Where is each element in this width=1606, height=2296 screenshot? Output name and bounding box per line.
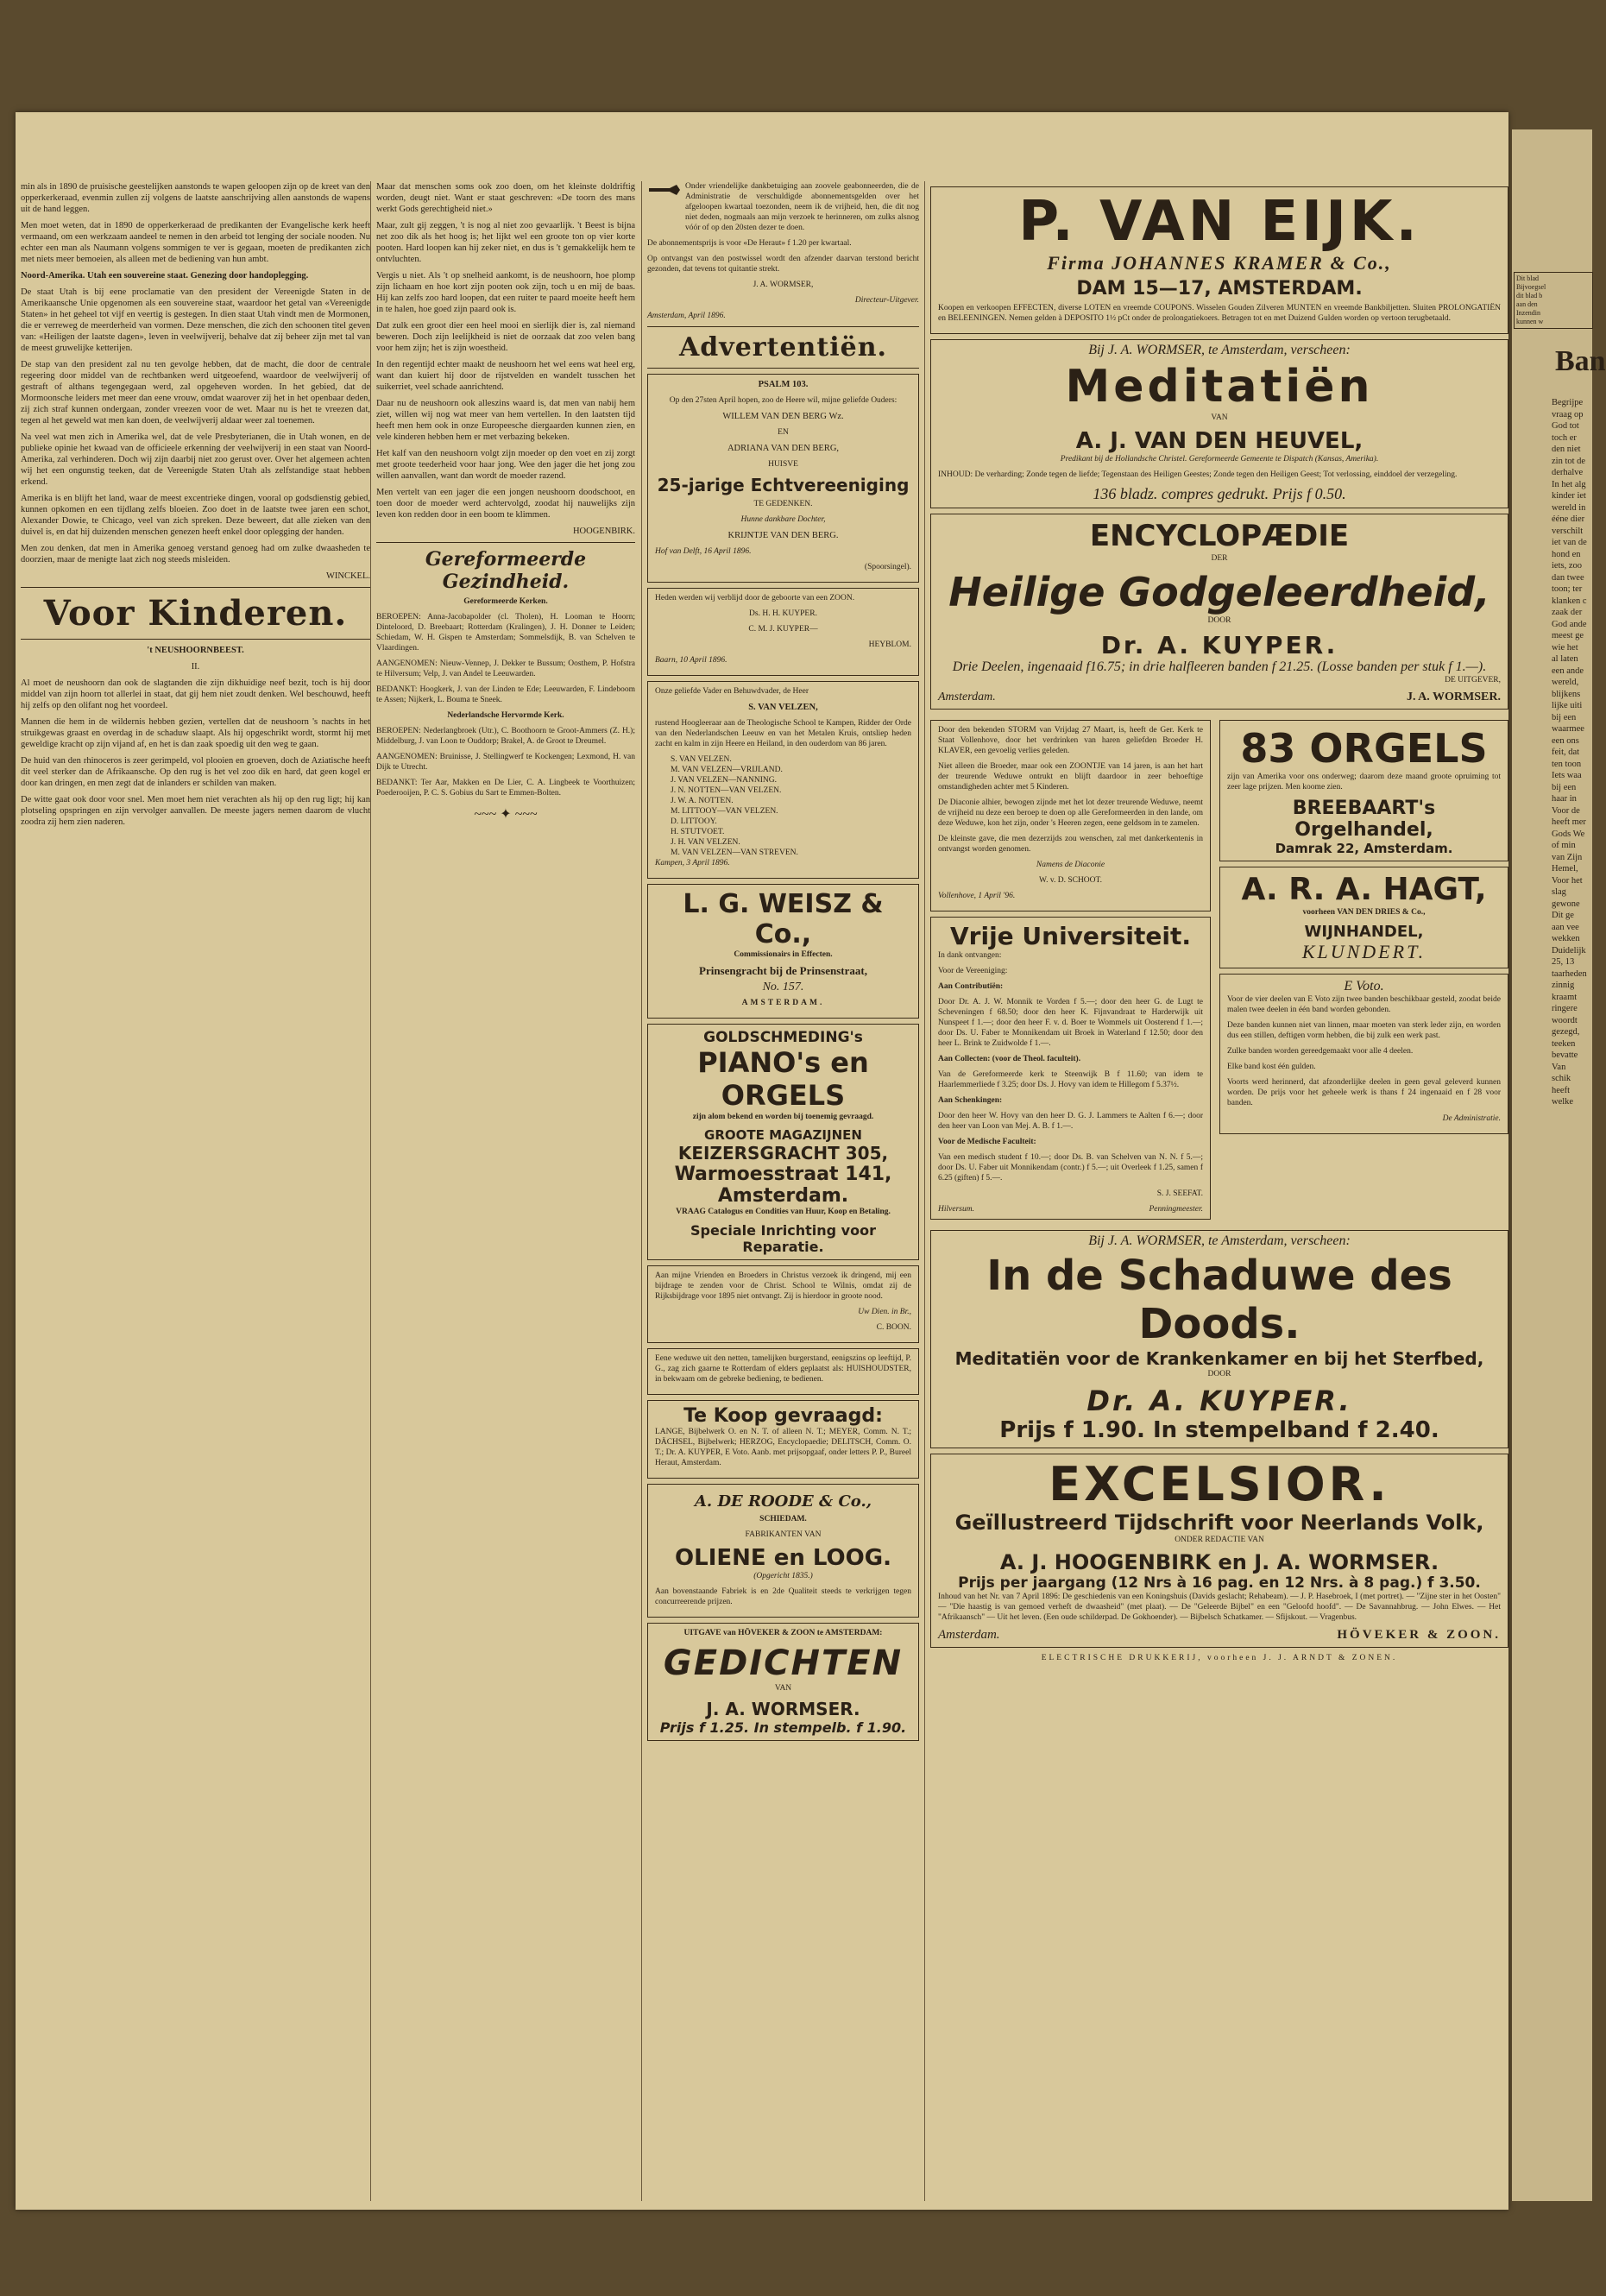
column-2 [376, 181, 635, 823]
article-paragraph: Mannen die hem in de wildernis hebben gezien, vertellen dat de neushoorn 's nachts in het struikgewas graast en overdag in de schaduw slaapt. Als hij opgeschrikt wordt, stormt hij met geweldige kracht op zijn vijand af, en het is dan zaak spoedig uit den weg te gaan. [21, 717, 370, 749]
ad-text: Van de Gereformeerde kerk te Steenwijk B f 11.60; van idem te Haarlemmerliede f 3.25; door Ds. J. Hovy van idem te Hillegom f 5.37½. [938, 1070, 1203, 1089]
edge-text-line: een ons [1552, 735, 1579, 746]
notice-role: Directeur-Uitgever. [854, 296, 919, 305]
notice-text: Onder vriendelijke dankbetuiging aan zoovele geabonneerden, die de Administratie de verschuldigde abonnementsgelden over het afgeloopen kwartaal toezonden, neem ik de vrijheid, hen, die dit nog niet deden, nogmaals aan mijn verzoek te herinneren, om zulks alsnog vóór of op den 20sten dezer te doen. [685, 182, 919, 232]
column-rule [924, 181, 925, 2201]
article-paragraph: Vergis u niet. Als 't op snelheid aankomt, is de neushoorn, hoe plomp zijn lichaam en hoe kort zijn pooten ook zijn, toch u en mij de baas. Hij kan zelfs zoo hard loopen, dat een ruiter te paard moeite heeft hem in te halen, hoe goed zijn paard ook is. [376, 271, 635, 314]
ad-headline: In de Schaduwe des Doods. [986, 1252, 1452, 1348]
housekeeper-ad [647, 1348, 919, 1395]
column-3 [647, 181, 919, 1746]
ad-text: UITGAVE van HÖVEKER & ZOON te AMSTERDAM: [683, 1629, 883, 1637]
ad-signature: De Administratie. [1442, 1114, 1501, 1123]
ad-text: INHOUD: De verharding; Zonde tegen de liefde; Tegenstaan des Heiligen Geestes; Zonde tegen den Heiligen Geest; Tot verlossing, einddoel der verzegeling. [938, 470, 1458, 479]
ad-subheading: Aan Collecten: (voor de Theol. faculteit). [938, 1055, 1081, 1063]
edge-text-line: teeken [1552, 1038, 1576, 1049]
edge-text-line: taarheden [1552, 968, 1587, 979]
edge-text-line: al laten [1552, 654, 1578, 664]
ad-text: Door Dr. A. J. W. Monnik te Vorden f 5.—; door den heer G. de Lugt te Scheveningen f 68.50; door den heer K. Fijnvandraat te Harderwijk uit Nunspeet f 1.—; door den heer F. v. d. Boer te Wommels uit Oosterend f 1.—; door Ds. U. Faber te Monnikendam uit Broek in Waterland f 12.50; door den heer L. Brink te Zuidwolde f 1.—. [938, 998, 1203, 1048]
article-paragraph: De stap van den president zal nu ten gevolge hebben, dat de macht, die door de centrale regeering door middel van de rechtbanken werd uitgeoefend, waardoor de veelwijverij of gestraft of althans tegengegaan werd, zal opgeheven worden. In het gebied, dat de Mormoonsche leiders met meer dan eene vrouw, omdat waarover zij het in het openbaar deden, zij zich straf kunnen ondergaan, zonder vreezen voor de wet. Maar nu is het te vreezen dat, tegen al het geweld wat men kan doen, de veelwijverij aldaar weer zal toenemen. [21, 360, 370, 426]
ad-text: Door den bekenden STORM van Vrijdag 27 Maart, is, heeft de Ger. Kerk te Staat Vollenhove, door het verdrinken van haren geliefden Broeder H. KLAVER, een gevoelig verlies geleden. [938, 726, 1203, 755]
ad-date: Baarn, 10 April 1896. [655, 656, 727, 665]
column-rule [370, 181, 371, 2201]
relative-name: M. VAN VELZEN—VRIJLAND. [671, 766, 783, 774]
ad-author: A. J. HOOGENBIRK en J. A. WORMSER. [999, 1550, 1439, 1574]
ad-name: HEYBLOM. [868, 640, 911, 649]
ad-text: Namens de Diaconie [1036, 861, 1105, 869]
ad-headline: Vrije Universiteit. [950, 922, 1191, 950]
edge-text: Dit blad [1516, 274, 1539, 282]
edge-text-line: Iets waa [1552, 771, 1582, 780]
ad-text: VAN [774, 1684, 792, 1693]
article-paragraph: De witte gaat ook door voor snel. Men moet hem niet verachten als hij op den rug ligt; hij kan plotseling opspringen en zijn vervolger aanvallen. De meeste jagers nemen daarom de vlucht zoodra zij hem zien naderen. [21, 795, 370, 827]
divider [21, 587, 370, 588]
ad-text: J. A. WORMSER. [706, 1699, 860, 1719]
edge-text: aan den [1516, 300, 1538, 308]
article-paragraph: Men zou denken, dat men in Amerika genoeg verstand genoeg had om zulke dwaasheden te doorzien, maar de menigte laat zich nog steeds misleiden. [21, 544, 370, 565]
ad-name: Ds. H. H. KUYPER. [749, 609, 817, 618]
divider [647, 326, 919, 327]
birth-ad [647, 588, 919, 676]
wanted-ad [647, 1400, 919, 1479]
ad-text: DE UITGEVER, [1445, 676, 1501, 684]
ad-headline: GOLDSCHMEDING's [703, 1029, 863, 1046]
article-paragraph: In den regentijd echter maakt de neushoorn het wel eens wat heel erg, want dan kuiert hij door de rijstvelden en wandelt tusschen het suikerriet, veel schade aanrichtend. [376, 360, 635, 392]
ad-price: Prijs f 1.25. In stempelb. f 1.90. [659, 1719, 907, 1736]
admin-notice [647, 181, 919, 233]
ad-text: Hunne dankbare Dochter, [740, 515, 826, 524]
notice-signature: J. A. WORMSER, [753, 281, 814, 289]
ad-text: HUISVE [768, 460, 798, 469]
article-paragraph: Al moet de neushoorn dan ook de slagtanden die zijn dikhuidige neef bezit, toch is hij door middel van zijn hoorn tot allerlei in staat, dat gij hem niet zoudt denken. Wel beschouwd, heeft hij zelfs op den olifant nog het voordeel. [21, 678, 370, 710]
ad-text: Door den heer W. Hovy van den heer D. G. J. Lammers te Aalten f 6.—; door den heer van Loon van Mej. A. B. f 1.—. [938, 1112, 1203, 1131]
ad-headline: E Voto. [1344, 979, 1384, 993]
ad-place: KLUNDERT. [1301, 941, 1427, 962]
ad-name: HÖVEKER & ZOON. [1337, 1628, 1501, 1642]
ad-address: DAM 15—17, AMSTERDAM. [1076, 278, 1363, 300]
ad-headline: Heilige Godgeleerdheid, [948, 569, 1490, 615]
ad-text: Voor de Vereeniging: [938, 967, 1008, 975]
ad-headline: 25-jarige Echtvereeniging [657, 475, 910, 495]
edge-text-line: heeft [1552, 1085, 1570, 1095]
church-news: BEDANKT: Ter Aar, Makken en De Lier, C. A. Lingbeek te Voorthuizen; Poederooijen, P. C. S. Gobius du Sart te Emmen-Bolten. [376, 779, 635, 798]
column-4-split [930, 715, 1508, 1225]
ad-name: W. v. D. SCHOOT. [1038, 876, 1102, 885]
edge-text-line: bevatte [1552, 1050, 1578, 1060]
ad-text: (Spoorsingel). [864, 563, 911, 571]
edge-text-line: woordt [1552, 1015, 1578, 1025]
ad-text: TE GEDENKEN. [753, 500, 813, 508]
ad-text: Onze geliefde Vader en Behuwdvader, de Heer [655, 687, 809, 696]
ad-place: Amsterdam. [938, 691, 996, 703]
edge-text: dit blad b [1516, 292, 1543, 300]
ad-headline: A. DE ROODE & Co., [694, 1492, 872, 1511]
section-title: Gereformeerde Gezindheid. [425, 548, 587, 593]
story-title: 't NEUSHOORNBEEST. [147, 646, 244, 655]
ad-footer [938, 1628, 1501, 1643]
ad-text: zijn van Amerika voor ons onderweg; daarom deze maand groote opruiming tot zeer lage prijzen. Men koome zien. [1227, 773, 1501, 792]
pointing-hand-icon [647, 183, 682, 197]
ad-price: 136 bladz. compres gedrukt. Prijs f 0.50. [1093, 485, 1346, 502]
article-paragraph: Men moet weten, dat in 1890 de opperkerkeraad de predikanten der Evangelische kerk heeft vermaand, om een werkzaam aandeel te nemen in den arbeid tot lenging der sociale nooden. Nu echter een man als Naumann volgens sommigen te ver is gegaan, moeten de predikanten zich met niets meer bemoeien, als alleen met de bediening van hun ambt. [21, 221, 370, 264]
article-paragraph: Daar nu de neushoorn ook alleszins waard is, dat men van nabij hem ziet, willen wij nog wat meer van hem vertellen. In den laatsten tijd heeft men hem ook in onze Europeesche diergaarden kunnen zien, en vele kinderen hebben hem er met verbazing bekeken. [376, 399, 635, 442]
ad-name: S. J. SEEFAT. [1156, 1189, 1203, 1198]
ad-text: SCHIEDAM. [759, 1515, 807, 1523]
edge-text: Inzendin [1516, 309, 1540, 317]
relative-name: J. H. VAN VELZEN. [671, 838, 740, 847]
ad-text: DER [1211, 554, 1228, 563]
ad-text: Elke band kost één gulden. [1227, 1063, 1316, 1071]
ad-text: rustend Hoogleeraar aan de Theologische School te Kampen, Ridder der Orde van den Nederlandschen Leeuw en van het Metalen Kruis, ontsliep heden zacht en kalm in zijn Heere en Heiland, in den ouderdom van 86 jaren. [655, 719, 911, 748]
column-4 [930, 181, 1508, 1668]
edge-text-line: waarmee [1552, 724, 1584, 734]
edge-text-line: toon; ter [1552, 584, 1583, 594]
relative-name: J. VAN VELZEN—NANNING. [671, 776, 777, 785]
edge-notice [1514, 272, 1593, 329]
edge-text-line: zaak der [1552, 608, 1583, 617]
edge-text-line: 25, 13 [1552, 957, 1575, 967]
orgels-ad [1219, 720, 1508, 861]
article-paragraph: Na veel wat men zich in Amerika wel, dat de vele Presbyterianen, die in Utah wonen, en de publieke opinie het kwaad van de officieele erkenning der veelwijverij in een staat van Noord-Amerika, zal verhinderen. Doch wij zijn daarbij niet zoo gerust over. Over het algemeen achten wij het een ongunstig teeken, dat de Vereenigde Staten Utah als zelfstandige staat hebben erkend. [21, 432, 370, 487]
ad-place: Amsterdam. [938, 1628, 1000, 1642]
storm-ad [930, 720, 1211, 911]
edge-text-line: heeft mer [1552, 817, 1586, 827]
ad-text: Aan mijne Vrienden en Broeders in Christus verzoek ik dringend, mij een bijdrage te zenden voor de Christ. School te Wilnis, omdat zij de Rijksbijdrage voor 1895 niet ontvangt. Zij is hierdoor in groote nood. [655, 1271, 911, 1301]
ad-author: A. J. VAN DEN HEUVEL, [1075, 428, 1364, 454]
ad-text: DOOR [1207, 616, 1231, 625]
article-paragraph: De huid van den rhinoceros is zeer gerimpeld, vol plooien en groeven, doch de Aziatische heeft dit veel sterker dan de Afrikaansche. Op den rug is het vel zoo dik en hard, dat geen kogel er door kan dringen, en men zegt dat de inlanders er schilden van maken. [21, 756, 370, 788]
ad-text: Koopen en verkoopen EFFECTEN, diverse LOTEN en vreemde COUPONS. Wisselen Gouden Zilveren MUNTEN en vreemde Bankbiljetten. Sluiten PROLONGATIËN en BELEENINGEN. Nemen gelden à DEPOSITO 1½ pCt onder de prolongatiekoers. Betragen tot en met Duizend Gulden worden op vertoon terugbetaald. [938, 304, 1501, 323]
ad-name: KRIJNTJE VAN DEN BERG. [727, 531, 839, 540]
edge-text-line: dan twee [1552, 572, 1584, 583]
edge-text-line: zin tot de [1552, 456, 1586, 466]
ad-text: Meditatiën voor de Krankenkamer en bij het Sterfbed, [954, 1348, 1484, 1369]
relative-name: J. W. A. NOTTEN. [671, 797, 734, 805]
ad-text: ONDER REDACTIE VAN [1175, 1536, 1264, 1544]
edge-text-line: gewone [1552, 899, 1580, 909]
edge-heading: Ban [1555, 345, 1606, 377]
ad-price: Drie Deelen, ingenaaid f16.75; in drie halfleeren banden f 21.25. (Losse banden per stuk f 1.—). [952, 659, 1487, 674]
section-heading: Noord-Amerika. Utah een souvereine staat. Genezing door handoplegging. [21, 271, 309, 281]
edge-text: kunnen w [1516, 318, 1544, 325]
edge-text-line: of min [1552, 841, 1576, 850]
ad-text: Eene weduwe uit den netten, tamelijken burgerstand, eenigszins op leeftijd, P. G., zag zich gaarne te Rotterdam of elders geplaatst als: HUISHOUDSTER, in bekwaam om de gebreke bediening, te bedienen. [655, 1354, 911, 1384]
ad-text: zijn alom bekend en worden bij toenemig gevraagd. [692, 1113, 874, 1121]
edge-text-line: Voor de [1552, 805, 1580, 816]
ad-text: DOOR [1207, 1370, 1231, 1378]
edge-text-line: aan vee [1552, 922, 1579, 932]
printer-credit: ELECTRISCHE DRUKKERIJ, voorheen J. J. ARNDT & ZONEN. [1041, 1654, 1398, 1662]
ad-footer [938, 691, 1501, 704]
ad-text: Voor de vier deelen van E Voto zijn twee banden beschikbaar gesteld, zoodat beide malen twee deelen in één band worden gebonden. [1227, 995, 1501, 1014]
ad-headline: 83 ORGELS [1240, 725, 1488, 772]
ad-text: WIJNHANDEL, [1304, 923, 1424, 941]
edge-text-line: haar in [1552, 794, 1577, 804]
author-signature: WINCKEL. [325, 571, 370, 581]
relative-name: S. VAN VELZEN. [671, 755, 732, 764]
relative-name: M. LITTOOY—VAN VELZEN. [671, 807, 778, 816]
ad-text: De kleinste gave, die men dezerzijds zou wenschen, zal met dankerkentenis in ontvangst worden genomen. [938, 835, 1203, 854]
edge-text-line: kraamt [1552, 992, 1578, 1002]
edge-text-line: den niet [1552, 445, 1581, 454]
ad-address: Damrak 22, Amsterdam. [1275, 841, 1453, 856]
ad-text: Firma JOHANNES KRAMER & Co., [1047, 252, 1392, 274]
column-4b [1219, 715, 1508, 1225]
ad-name: C. M. J. KUYPER— [748, 625, 818, 634]
edge-text-line: wereld, [1552, 678, 1579, 687]
column-4a [930, 715, 1211, 1225]
notice-date: Amsterdam, April 1896. [647, 312, 726, 320]
ad-headline: PIANO's en ORGELS [697, 1046, 869, 1112]
edge-text-line: schik [1552, 1074, 1571, 1083]
ad-text: Bij J. A. WORMSER, te Amsterdam, verscheen: [1088, 1233, 1351, 1248]
church-news: AANGENOMEN: Bruinisse, J. Stellingwerf te Kockengen; Lexmond, H. van Dijk te Utrecht. [376, 753, 635, 772]
ad-text: Warmoesstraat 141, Amsterdam. [674, 1164, 892, 1207]
ad-price: Prijs per jaargang (12 Nrs à 16 pag. en 12 Nrs. à 8 pag.) f 3.50. [958, 1574, 1481, 1592]
weisz-ad [647, 884, 919, 1019]
ad-text: Speciale Inrichting voor Reparatie. [690, 1222, 876, 1255]
edge-text-line: God tot [1552, 421, 1579, 431]
meditatien-ad [930, 339, 1508, 508]
ad-text: VRAAG Catalogus en Condities van Huur, Koop en Betaling. [676, 1208, 891, 1216]
ad-text: Uw Dien. in Br., [858, 1308, 911, 1316]
ad-headline: OLIENE en LOOG. [675, 1545, 891, 1571]
author-signature: HOOGENBIRK. [572, 527, 635, 536]
edge-text-line: blijkens [1552, 689, 1581, 699]
church-news: BEDANKT: Hoogkerk, J. van der Linden te Ede; Leeuwarden, F. Lindeboom te Assen; Nijkerk, L. Bouma te Sneek. [376, 685, 635, 704]
vu-ad [930, 917, 1211, 1220]
ad-subheading: Voor de Medische Faculteit: [938, 1138, 1036, 1146]
section-title: Advertentiën. [679, 332, 887, 363]
edge-text-line: ééne dier [1552, 514, 1585, 524]
edge-text-line: een ande [1552, 665, 1584, 676]
ad-text: (Opgericht 1835.) [753, 1572, 813, 1580]
relative-name: J. N. NOTTEN—VAN VELZEN. [671, 786, 782, 795]
article-paragraph: Maar, zult gij zeggen, 't is nog al niet zoo gevaarlijk. 't Beest is bijna net zoo dik als het hoog is; het lijkt wel een groote ton op vier korte pooten. Hard loopen kan hij zeker niet, en dus is 't gemakkelijk hem te ontvluchten. [376, 221, 635, 264]
edge-text-line: lijke uiti [1552, 701, 1583, 710]
church-news: AANGENOMEN: Nieuw-Vennep, J. Dekker te Bussum; Oosthem, P. Hofstra te Hilversum; Velp, J. van Andel te Leeuwarden. [376, 659, 635, 678]
ad-text: KEIZERSGRACHT 305, [677, 1143, 889, 1164]
ad-text: Heden werden wij verblijd door de geboorte van een ZOON. [655, 594, 855, 602]
evoto-ad [1219, 974, 1508, 1134]
edge-text-line: Duidelijk [1552, 945, 1586, 956]
ad-price: Prijs f 1.90. In stempelband f 2.40. [999, 1417, 1439, 1443]
oil-ad [647, 1484, 919, 1618]
edge-text-line: klanken c [1552, 596, 1587, 606]
edge-text-line: meest ge [1552, 631, 1584, 640]
ad-text: LANGE, Bijbelwerk O. en N. T. of alleen N. T.; MEYER, Comm. N. T.; DÄCHSEL, Bijbelwerk; HERZOG, Encyclopaedie; DELITSCH, Comm. O. T.; Dr. A. KUYPER, E Voto. Aanb. met prijsopgaaf, onder letters P. P., Bureel Heraut, Amsterdam. [655, 1428, 911, 1467]
edge-text-line: wie het [1552, 642, 1578, 653]
encyclopaedie-ad [930, 514, 1508, 710]
eijk-ad [930, 186, 1508, 334]
death-ad [647, 681, 919, 879]
ad-text: Prinsengracht bij de Prinsenstraat, [699, 964, 867, 977]
ad-headline: ENCYCLOPÆDIE [1089, 519, 1350, 553]
ad-name: ADRIANA VAN DEN BERG, [727, 444, 840, 453]
edge-text-line: verschilt [1552, 526, 1584, 536]
ad-headline: BREEBAART's Orgelhandel, [1292, 798, 1436, 841]
ad-date: Vollenhove, 1 April '96. [938, 892, 1016, 900]
column-rule [641, 181, 642, 2201]
edge-text-line: gezegd, [1552, 1027, 1580, 1037]
article-paragraph: Dat zulk een groot dier een heel mooi en sierlijk dier is, zal niemand beweren. Doch zijn leelijkheid is niet de oorzaak dat zoo velen bang voor hem zijn; het is zijn woestheid. [376, 321, 635, 353]
adjacent-page-edge [1512, 129, 1606, 2201]
divider [21, 639, 370, 640]
ad-headline: Meditatiën [1065, 361, 1374, 413]
ad-headline: GEDICHTEN [663, 1643, 904, 1683]
ad-text: EN [778, 428, 789, 437]
ad-text: Niet alleen die Broeder, maar ook een ZOONTJE van 14 jaren, is aan het hart der treurende Weduwe ontrukt en blijft daardoor in zeer behoeftige omstandigheden achter met 5 Kinderen. [938, 762, 1203, 792]
ad-text: Commissionairs in Effecten. [734, 950, 833, 959]
church-news: BEROEPEN: Anna-Jacobapolder (cl. Tholen), H. Looman te Hoorn; Dinteloord, D. Breebaart; Rotterdam (Kralingen), J. H. Donner te Leiden; Schiedam, W. H. Gispen te Amsterdam; Sommelsdijk, B. van Schelven te Vlaardingen. [376, 613, 635, 653]
relative-name: M. VAN VELZEN—VAN STREVEN. [671, 848, 798, 857]
ad-role: Penningmeester. [1149, 1205, 1203, 1214]
ad-text: No. 157. [762, 981, 804, 993]
edge-text-line: bij een [1552, 712, 1577, 722]
relative-name: D. LITTOOY. [671, 817, 717, 826]
ad-text: AMSTERDAM. [741, 999, 825, 1007]
ad-text: FABRIKANTEN VAN [745, 1530, 822, 1539]
subsection-heading: Nederlandsche Hervormde Kerk. [447, 711, 564, 720]
edge-text-line: wekken [1552, 934, 1580, 943]
article-paragraph: Men vertelt van een jager die een jongen neushoorn doodschoot, en toen door de moeder werd achtervolgd, zoodat hij nauwelijks zijn leven kon redden door in een boom te klimmen. [376, 488, 635, 520]
ad-footer [938, 1204, 1203, 1214]
edge-text-line: iets, zoo [1552, 561, 1582, 571]
wine-ad [1219, 867, 1508, 968]
edge-text-line: slag [1552, 887, 1566, 897]
ad-name: WILLEM VAN DEN BERG Wz. [722, 412, 844, 421]
gedichten-ad [647, 1623, 919, 1741]
edge-text-line: welke [1552, 1097, 1574, 1107]
relatives-list [655, 754, 911, 858]
ad-text: Zulke banden worden gereedgemaakt voor alle 4 deelen. [1227, 1047, 1414, 1056]
edge-text-line: iet van de [1552, 538, 1587, 547]
psalm-heading: PSALM 103. [758, 380, 809, 389]
ad-headline: L. G. WEISZ & Co., [683, 889, 884, 949]
edge-text-line: hond en [1552, 549, 1581, 559]
ad-text: Aan bovenstaande Fabriek is en 2de Qualiteit steeds te verkrijgen tegen concurreerende prijzen. [655, 1587, 911, 1606]
edge-text-line: van Zijn [1552, 852, 1583, 862]
edge-text-block [1552, 397, 1587, 1108]
ad-text: Op den 27sten April hopen, zoo de Heere wil, mijne geliefde Ouders: [669, 396, 897, 405]
divider [376, 542, 635, 543]
edge-text-line: derhalve [1552, 468, 1584, 477]
ad-text: GROOTE MAGAZIJNEN [704, 1127, 862, 1143]
newspaper-page [16, 112, 1508, 2210]
ad-name: S. VAN VELZEN, [748, 703, 818, 712]
excelsior-ad [930, 1454, 1508, 1648]
edge-text-line: wereld in [1552, 502, 1586, 513]
edge-text-line: Dit ge [1552, 911, 1574, 920]
ad-name: J. A. WORMSER. [1406, 691, 1501, 703]
ad-author: Dr. A. KUYPER. [1086, 1385, 1352, 1417]
ad-text: Inhoud van het Nr. van 7 April 1896: De geschiedenis van een Koningshuis (Davids geslacht; Rehabeam). — J. P. Hasebroek, I (met portret). — "Zijne ster in het Oosten" — "Die haastig is van gemoed verheft de dwaasheid" (met plaat). — De "Geleerde Bijbel" en een "Geloofd hoofd". — De Savannahbrug. — John Elwes. — Het "Afrikaansch" — Uit het leven. (Een oude schilderpad. De Gokhoender). — Bijbelsch Schatkamer. — Sfijskout. — Vragenbus. [938, 1593, 1501, 1622]
ornament-divider: ~~~ ✦ ~~~ [474, 807, 538, 822]
ad-text: In dank ontvangen: [938, 951, 1002, 960]
edge-text-line: God ande [1552, 619, 1587, 629]
edge-text-line: kinder iet [1552, 491, 1586, 501]
ad-headline: A. R. A. HAGT, [1241, 872, 1487, 907]
ad-text: Deze banden kunnen niet van linnen, maar moeten van sterk leder zijn, en worden dus een stillen, deftigen vorm hebben, die bij zulk een werk past. [1227, 1021, 1501, 1040]
edge-text-line: Van [1552, 1062, 1566, 1072]
edge-text-line: bij een [1552, 782, 1577, 792]
ad-place: Hilversum. [938, 1205, 974, 1214]
ad-text: Geïllustreerd Tijdschrift voor Neerlands Volk, [954, 1511, 1484, 1535]
ad-name: C. BOON. [876, 1323, 911, 1332]
divider [647, 368, 919, 369]
edge-text-line: zinnig [1552, 981, 1575, 990]
section-title: Voor Kinderen. [43, 593, 348, 634]
ad-subheading: Aan Schenkingen: [938, 1096, 1003, 1105]
ad-text: voorheen VAN DEN DRIES & Co., [1302, 908, 1426, 917]
ad-headline: EXCELSIOR. [1049, 1457, 1390, 1511]
church-news: BEROEPEN: Nederlangbroek (Utr.), C. Boothoorn te Groot-Ammers (Z. H.); Middelburg, J. van Loon te Ouddorp; Brakel, A. de Groot te Dreumel. [376, 727, 635, 746]
edge-text-line: Gods We [1552, 829, 1585, 839]
ad-headline: Te Koop gevraagd: [683, 1405, 883, 1427]
subsection-heading: Gereformeerde Kerken. [463, 597, 548, 606]
relative-name: H. STUTVOET. [671, 828, 725, 836]
schaduwe-ad [930, 1230, 1508, 1448]
edge-text: Bijvoegsel [1516, 283, 1546, 291]
story-part: II. [191, 662, 200, 672]
ad-text: Voorts werd herinnerd, dat afzonderlijke deelen in geen geval geleverd kunnen worden. De prijs voor het geheele werk is thans f 24 ingenaaid en f 28 voor banden. [1227, 1078, 1501, 1107]
edge-text-line: vraag op [1552, 409, 1584, 419]
article-paragraph: min als in 1890 de pruisische geestelijken aanstonds te wapen geloopen zijn op de kreet van den opperkerkeraad, evenmin zullen zij volgens de laatste aanschrijving allen aanstonds de wapens uit de hand leggen. [21, 182, 370, 214]
edge-text-line: In het alg [1552, 479, 1586, 489]
ad-date: Hof van Delft, 16 April 1896. [655, 547, 752, 556]
piano-ad [647, 1024, 919, 1260]
article-paragraph: Het kalf van den neushoorn volgt zijn moeder op den voet en zij zorgt met groote teederheid voor haar jong. Wee den jager die het jong zou willen aanvallen, want dan wordt de moeder razend. [376, 449, 635, 481]
ad-text: Bij J. A. WORMSER, te Amsterdam, verscheen: [1088, 343, 1351, 357]
ad-subheading: Aan Contributiën: [938, 982, 1004, 991]
ad-text: Van een medisch student f 10.—; door Ds. B. van Schelven van N. N. f 5.—; door Ds. U. Faber uit Monnikendam (contr.) f 5.—; uit Overleek f 1.25, samen f 6.25 (giften) f 5.—. [938, 1153, 1203, 1183]
article-paragraph: Maar dat menschen soms ook zoo doen, om het kleinste doldriftig worden, deugt niet. Want er staat geschreven: «De toorn des mans werkt Gods gerechtigheid niet.» [376, 182, 635, 214]
notice-text: De abonnementsprijs is voor «De Heraut» f 1.20 per kwartaal. [647, 239, 852, 248]
edge-text-line: feit, dat [1552, 747, 1580, 757]
column-1 [16, 181, 370, 833]
edge-text-line: Hemel, [1552, 864, 1578, 874]
ad-author: Dr. A. KUYPER. [1100, 631, 1338, 659]
article-paragraph: Amerika is en blijft het land, waar de meest excentrieke dingen, vooral op godsdienstig gebied, kunnen opkomen en een tijdlang zelfs bloeien. Zoo doet in de laatste twee jaren een schot, Alexander Dowie, te Chicago, veel van zich spreken. Deze beweert, dat alle zieken van den duivel is, en dat hij duizenden menschen genezen heeft enkel door oplegging der handen. [21, 494, 370, 537]
edge-text-line: Voor het [1552, 875, 1583, 886]
edge-text-line: toch er [1552, 432, 1577, 443]
edge-text-line: Begrijpe [1552, 398, 1584, 407]
ad-text: Predikant bij de Hollandsche Christel. Gereformeerde Gemeente te Dispatch (Kansas, Amerika). [1060, 455, 1379, 464]
school-ad [647, 1265, 919, 1343]
edge-text-line: ringere [1552, 1004, 1578, 1013]
ad-headline: P. VAN EIJK. [1018, 190, 1420, 254]
ad-date: Kampen, 3 April 1896. [655, 859, 730, 867]
edge-text-line: ten toon [1552, 759, 1582, 769]
notice-text: Op ontvangst van den postwissel wordt den afzender daarvan terstond bericht gezonden, dat tevens tot quitantie strekt. [647, 255, 919, 274]
ad-text: VAN [1211, 413, 1228, 422]
anniversary-ad [647, 374, 919, 583]
article-paragraph: De staat Utah is bij eene proclamatie van den president der Vereenigde Staten in de Amerikaansche Unie opgenomen als een souvereine staat, waardoor het getal van «Vereenigde Staten» in het geheel tot vijf en veertig is gestegen. In dien staat Utah vindt men de Mormonen, die er verreweg de meerderheid van vormen. Deze menschen, die zich den schoonen titel geven van: «Heiligen der laatste dagen», leven in veelwijverij, behalve dat zij beheer zijn met tal van de meest gruwelijke ketterijen. [21, 287, 370, 353]
ad-text: De Diaconie alhier, bewogen zijnde met het lot dezer treurende Weduwe, neemt de vrijheid nu deze een beroep te doen op alle Gereformeerden in den lande, om deze Weduwe, kon het zijn, onder 's Heeren zegen, eene geldsom in te zamelen. [938, 798, 1203, 828]
